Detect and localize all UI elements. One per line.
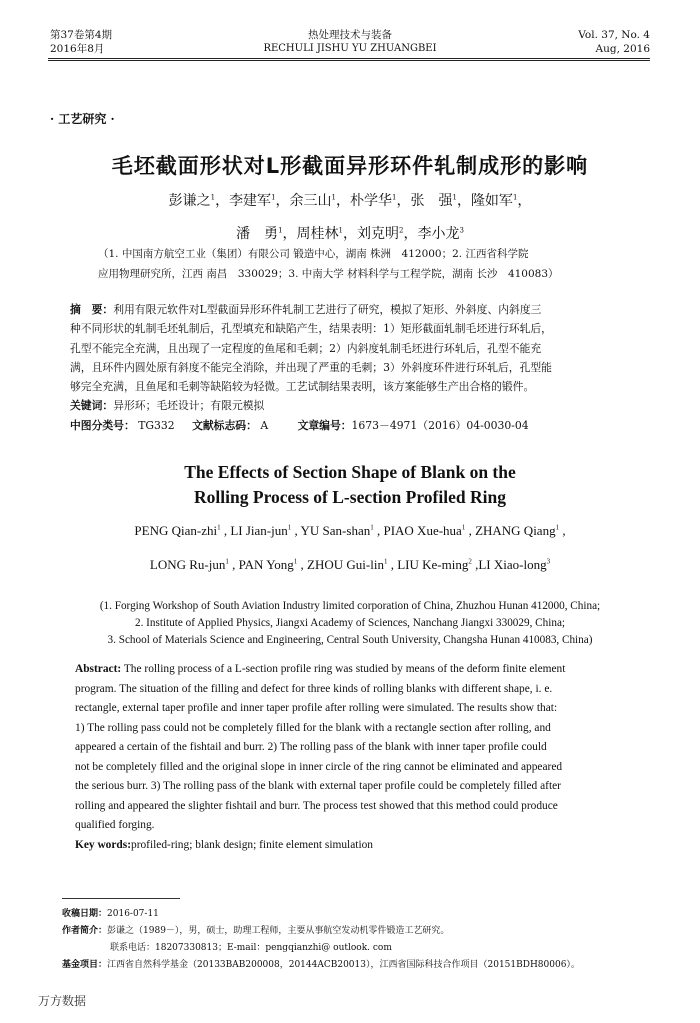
cn-abstract-line: 满，且环件内圆处原有斜度不能完全消除，并出现了严重的毛刺；3）外斜度环件进行环轧后，孔型能 <box>70 360 552 374</box>
affiliation-superscript: 1 <box>370 523 374 532</box>
en-abstract-line: 1) The rolling pass could not be completely filled for the blank with a rectangle section after rolling, and <box>75 721 551 734</box>
en-abstract-line: rectangle, external taper profile and inner taper profile after rolling were simulated. The results show that: <box>75 702 558 714</box>
author-separator: ， <box>403 226 418 242</box>
cn-author-name: 李建军 <box>229 193 272 209</box>
author-separator: , <box>291 523 301 538</box>
cn-affiliation-line1: （1. 中国南方航空工业（集团）有限公司 锻造中心，湖南 株洲 412000；2. 江西省科学院 <box>98 248 529 260</box>
en-keywords-label: Key words: <box>75 838 131 851</box>
cn-author-name: 彭谦之 <box>168 193 211 209</box>
en-abstract-line: not be completely filled and the original slope in inner circle of the ring cannot be eliminated and appeared <box>75 760 563 773</box>
cn-abstract-line: 摘 要：利用有限元软件对L型截面异形环件轧制工艺进行了研究，模拟了矩形、外斜度、内斜度三 <box>70 303 542 316</box>
cn-author-name: 朴学华 <box>350 193 392 209</box>
affiliation-superscript: 1 <box>331 193 336 202</box>
author-separator: , <box>559 523 566 538</box>
affiliation-superscript: 1 <box>271 193 276 202</box>
clc-value: TG332 <box>138 418 175 432</box>
cn-abstract-line: 够完全充满，且鱼尾和毛刺等缺陷较为轻微。工艺试制结果表明，该方案能够生产出合格的锻件。 <box>70 380 535 394</box>
cn-author-name: 李小龙 <box>417 226 460 242</box>
cn-title: 毛坯截面形状对L形截面异形环件轧制成形的影响 <box>111 154 589 178</box>
affiliation-superscript: 3 <box>459 226 464 235</box>
en-affiliation-line2: 2. Institute of Applied Physics, Jiangxi Academy of Sciences, Nanchang Jiangxi 330029, China; <box>134 617 566 629</box>
cn-author-name: 刘克明 <box>357 226 399 242</box>
en-affiliation-line3: 3. School of Materials Science and Engineering, Central South University, Changsha Hunan 410083, China) <box>107 634 593 646</box>
affiliation-superscript: 1 <box>383 557 388 566</box>
en-abstract-line: appeared a certain of the fishtail and burr. 2) The rolling pass of the blank with inner taper profile could <box>75 741 547 753</box>
cn-abstract-line: 孔型不能完全充满，且出现了一定程度的鱼尾和毛刺；2）内斜度轧制毛坯进行环轧后，孔型不能充 <box>70 341 542 355</box>
en-keywords-value: profiled-ring; blank design; finite element simulation <box>131 838 373 851</box>
affiliation-superscript: 1 <box>217 523 221 532</box>
en-author-name: ZHANG Qiang <box>475 523 556 538</box>
en-author-name: ZHOU Gui-lin <box>307 557 384 572</box>
received-date: 收稿日期：2016-07-11 <box>62 909 159 919</box>
cn-authors-line1 <box>0 190 700 210</box>
cn-author-name: 周桂林 <box>296 226 339 242</box>
en-author-name: PIAO Xue-hua <box>383 523 462 538</box>
cn-abstract-label: 摘 要： <box>70 303 114 316</box>
affiliation-superscript: 1 <box>210 193 216 202</box>
en-author-name: YU San-shan <box>300 523 371 538</box>
cn-author-name: 潘 勇 <box>236 226 279 242</box>
en-keywords <box>75 836 635 856</box>
wanfang-watermark: 万方数据 <box>38 994 87 1008</box>
cn-authors-line2 <box>0 223 700 243</box>
en-authors-line1 <box>0 523 700 539</box>
en-author-name: LONG Ru-jun <box>149 557 226 572</box>
affiliation-superscript: 1 <box>225 557 229 566</box>
clc-label: 中图分类号： <box>70 418 135 432</box>
en-authors-line2 <box>0 557 700 573</box>
en-author-name: PENG Qian-zhi <box>134 523 218 538</box>
author-separator: , <box>373 523 384 538</box>
affiliation-superscript: 2 <box>468 557 472 566</box>
doccode-value: A <box>260 418 269 432</box>
cn-author-name: 余三山 <box>289 193 332 209</box>
en-abstract-label: Abstract: <box>75 663 122 675</box>
cn-keywords-label: 关键词： <box>70 399 114 413</box>
article-number-value: 1673－4971（2016）04-0030-04 <box>351 418 529 432</box>
cn-keywords <box>70 396 640 415</box>
doccode-label: 文献标志码： <box>192 418 257 432</box>
affiliation-superscript: 1 <box>293 557 298 566</box>
affiliation-superscript: 1 <box>452 193 457 202</box>
author-separator: ， <box>336 193 350 209</box>
author-separator: ， <box>396 193 411 209</box>
author-separator: , <box>471 557 479 572</box>
en-abstract <box>75 660 635 855</box>
en-affiliations <box>0 598 700 649</box>
author-bio: 作者简介：彭谦之（1989－），男，硕士，助理工程师，主要从事航空发动机零件锻造工艺研究。 <box>62 926 450 936</box>
header-rule-top <box>48 58 650 59</box>
author-separator: , <box>228 557 239 572</box>
author-separator: , <box>220 523 231 538</box>
fund-project: 基金项目：江西省自然科学基金（20133BAB200008，20144ACB20013），江西省国际科技合作项目（20151BDH80006）。 <box>62 960 580 970</box>
journal-name-cn: 热处理技术与装备 <box>308 29 392 41</box>
author-separator: ， <box>456 193 471 209</box>
en-abstract-line: rolling and appeared the slighter fishtail and burr. The process test showed that this method could produce <box>75 799 558 812</box>
affiliation-superscript: 1 <box>512 193 518 202</box>
footnote-rule <box>62 898 180 899</box>
article-number-label: 文章编号： <box>297 418 352 432</box>
author-contact: 联系电话：18207330813；E-mail：pengqianzhi@ outlook. com <box>110 943 392 953</box>
en-abstract-line: Abstract: The rolling process of a L-section profile ring was studied by means of the deform finite element <box>75 663 566 675</box>
en-author-name: LI Xiao-long <box>478 557 547 572</box>
cn-classification <box>70 416 640 435</box>
cn-author-name: 张 强 <box>410 193 453 209</box>
en-affiliation-line1: (1. Forging Workshop of South Aviation Industry limited corporation of China, Zhuzhou Hunan 412000, China; <box>99 600 601 612</box>
author-separator: ， <box>343 226 357 242</box>
en-author-name: PAN Yong <box>238 557 294 572</box>
affiliation-superscript: 1 <box>392 193 397 202</box>
affiliation-superscript: 2 <box>399 226 404 235</box>
journal-name-pinyin: RECHULI JISHU YU ZHUANGBEI <box>263 43 437 54</box>
cn-abstract-line: 种不同形状的轧制毛坯轧制后，孔型填充和缺陷产生，结果表明：1）矩形截面轧制毛坯进行环轧后， <box>70 322 552 336</box>
affiliation-superscript: 1 <box>555 523 560 532</box>
affiliation-superscript: 3 <box>546 557 551 566</box>
author-separator: , <box>387 557 398 572</box>
cn-keywords-value: 异形环；毛坯设计；有限元模拟 <box>113 399 265 413</box>
author-separator: , <box>297 557 308 572</box>
en-author-name: LIU Ke-ming <box>397 557 469 572</box>
affiliation-superscript: 1 <box>461 523 466 532</box>
en-title-line1: The Effects of Section Shape of Blank on the <box>184 462 516 482</box>
affiliation-superscript: 1 <box>338 226 343 235</box>
author-separator: ， <box>275 193 290 209</box>
footnotes <box>62 906 662 974</box>
en-author-name: LI Jian-jun <box>230 523 288 538</box>
author-separator: ， <box>215 193 230 209</box>
author-separator: ， <box>282 226 297 242</box>
journal-date-en: Aug, 2016 <box>595 43 650 55</box>
affiliation-superscript: 1 <box>278 226 283 235</box>
journal-volume-cn: 第37卷第4期 <box>50 29 113 41</box>
cn-author-name: 隆如军 <box>470 193 513 209</box>
header-rule-bottom <box>48 60 650 61</box>
journal-volume-en: Vol. 37, No. 4 <box>578 29 650 41</box>
en-abstract-line: program. The situation of the filling and defect for three kinds of rolling blanks with different shape, i. e. <box>75 682 553 695</box>
journal-date-cn: 2016年8月 <box>50 43 105 55</box>
affiliation-superscript: 1 <box>287 523 292 532</box>
en-title-line2: Rolling Process of L-section Profiled Ring <box>194 487 506 507</box>
en-abstract-line: the serious burr. 3) The rolling pass of the blank with external taper profile could be completely filled after <box>75 780 561 792</box>
en-abstract-line: qualified forging. <box>75 819 155 831</box>
author-separator: ， <box>517 193 532 209</box>
author-separator: , <box>465 523 476 538</box>
cn-affiliation-line2: 应用物理研究所，江西 南昌 330029；3. 中南大学 材料科学与工程学院，湖南 长沙 410083） <box>98 268 559 280</box>
section-label: · 工艺研究 · <box>50 112 115 126</box>
cn-abstract <box>70 300 640 435</box>
